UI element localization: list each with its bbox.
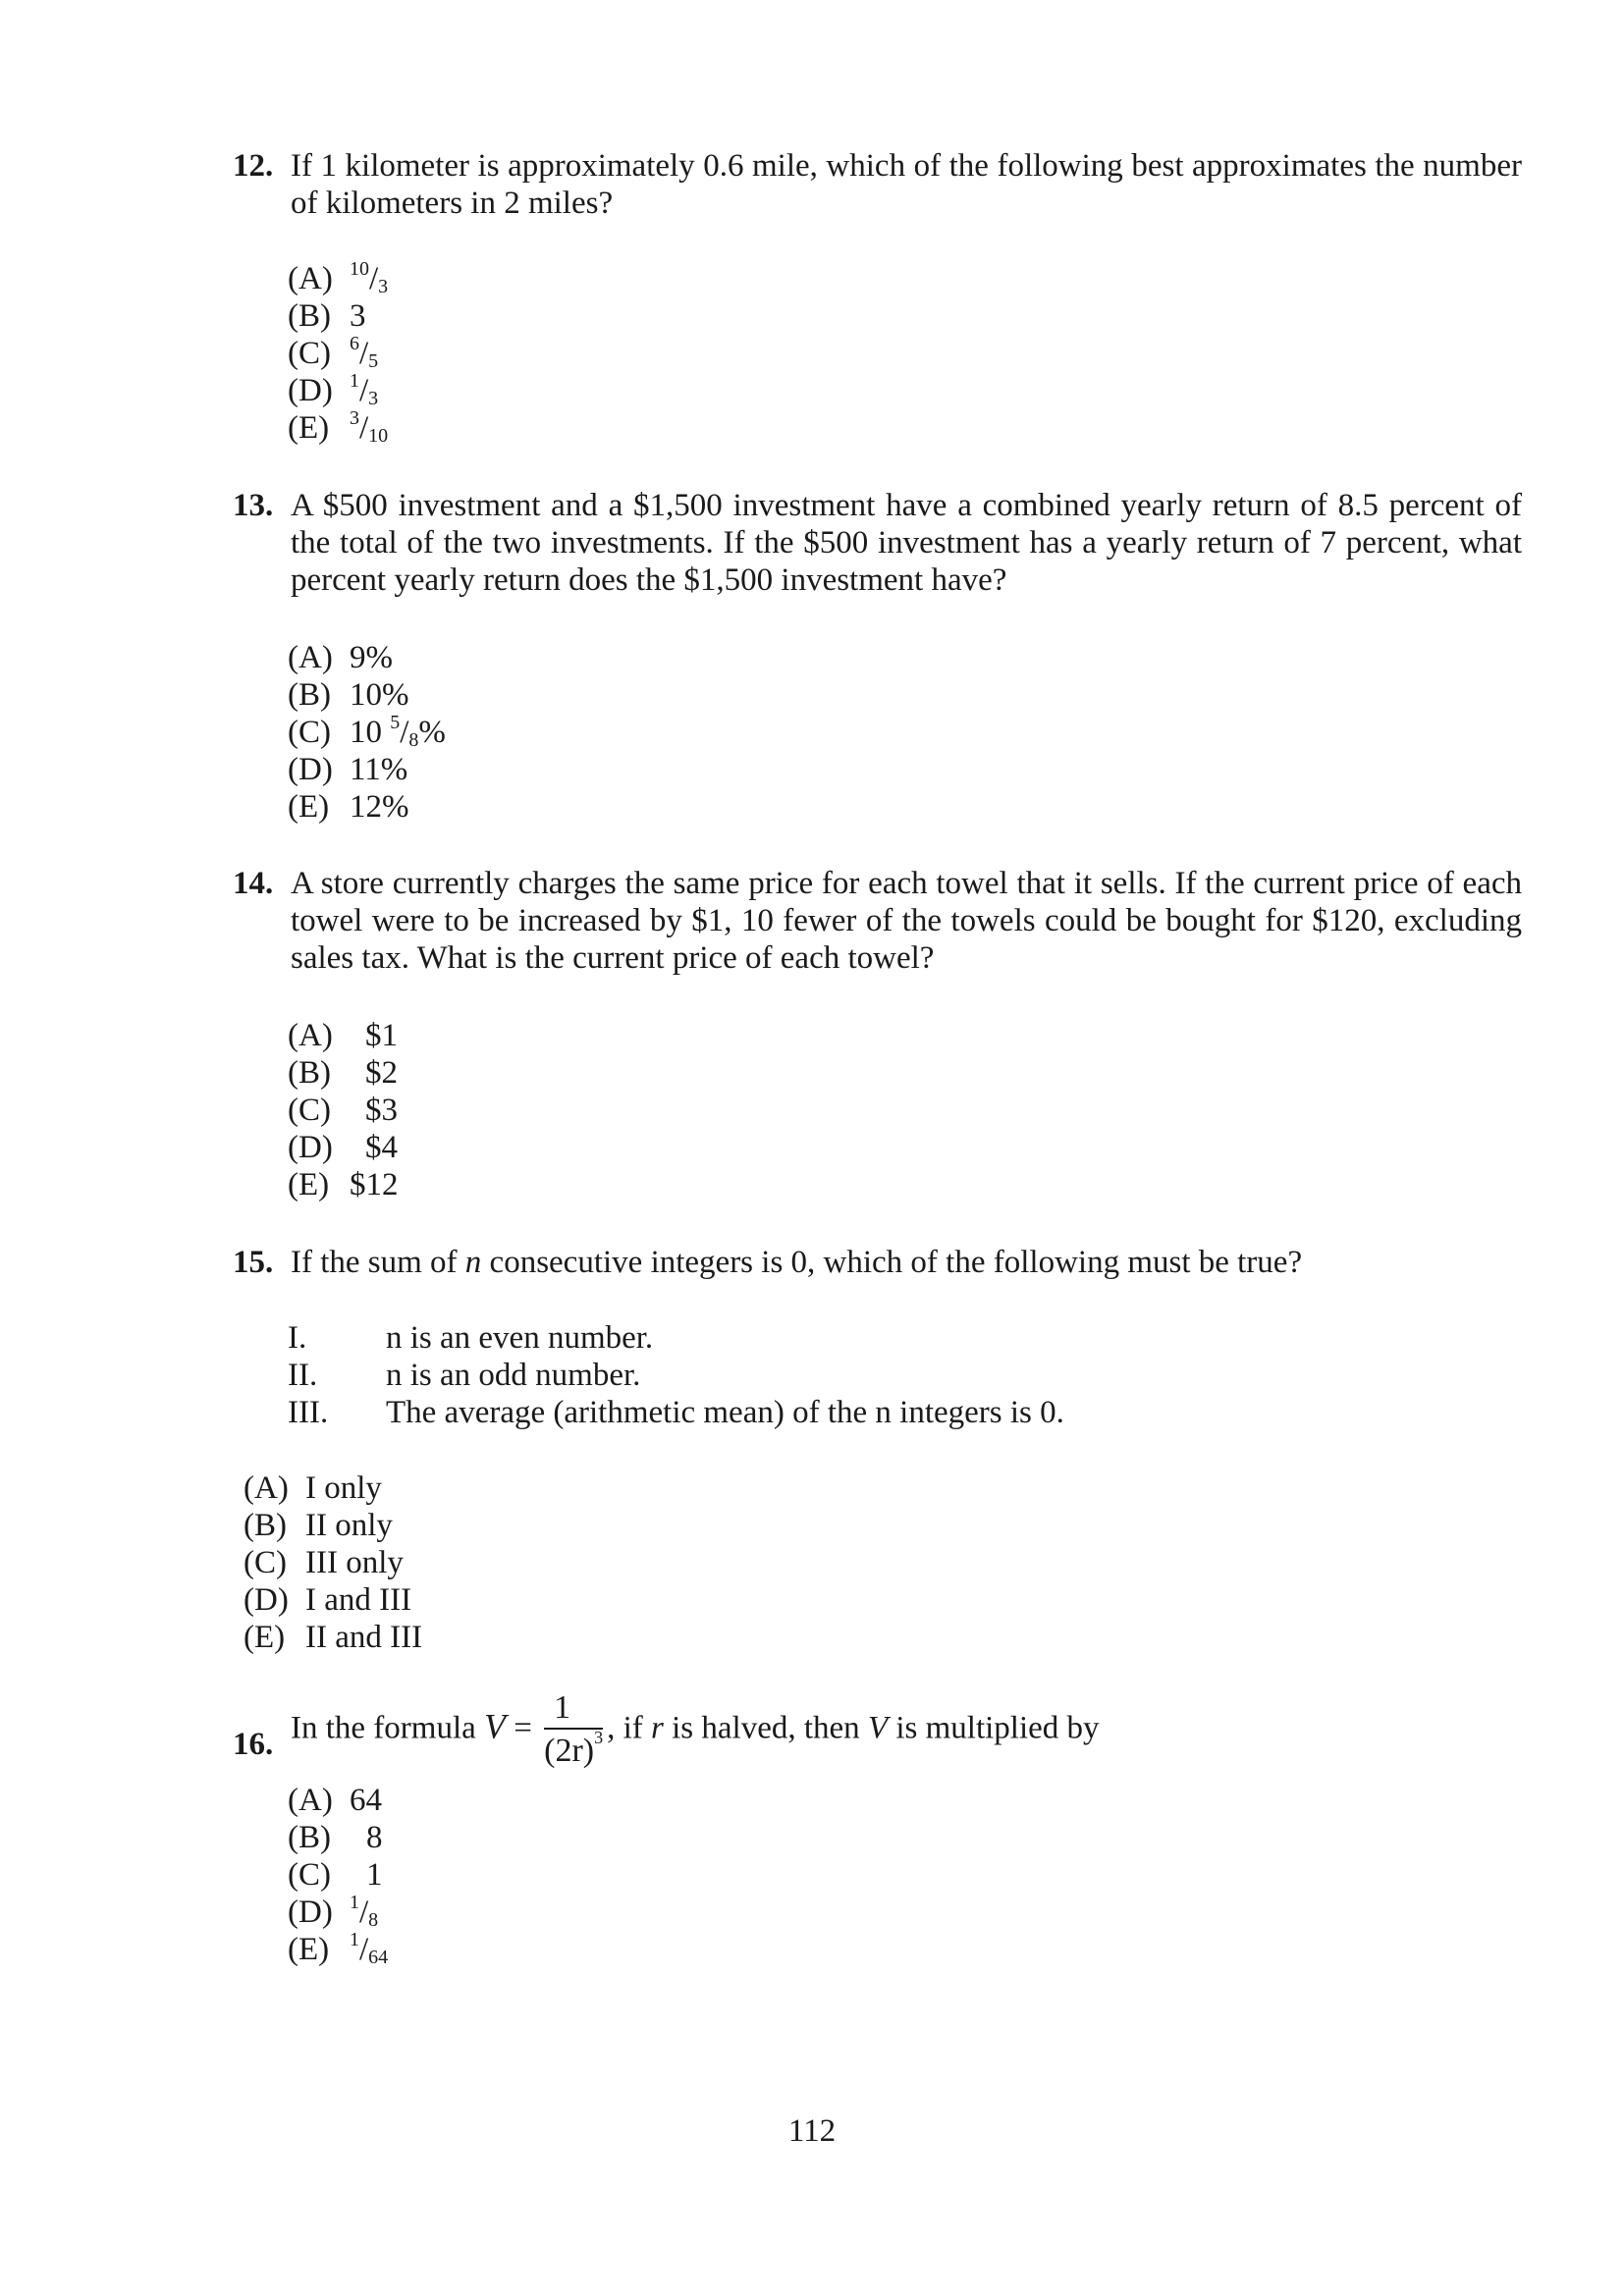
question-number: 16. (233, 1727, 274, 1762)
answer-choice-c: (C) 1 (288, 1857, 383, 1893)
answer-choice-b: (B) $2 (288, 1055, 398, 1091)
question-number: 13. (233, 488, 274, 523)
answer-choice-d: (D) 11% (288, 752, 408, 787)
answer-choice-a: (A) $1 (288, 1018, 398, 1053)
page-number: 112 (787, 2113, 837, 2149)
answer-choice-e: (E) 12% (288, 789, 409, 825)
answer-choices-12 (288, 260, 388, 447)
question-13 (233, 487, 1522, 599)
question-16 (233, 1688, 1522, 1773)
answer-choice-d: (D) $^1/_3$ (288, 370, 379, 409)
answer-choice-b: (B) 10% (288, 677, 409, 713)
answer-choice-e: (E) II and III (244, 1620, 423, 1655)
question-text: A store currently charges the same price for each towel that it sells. If the current price of each towel were to be increased by $1, 10 fewer of the towels could be bought for $120, excluding sales tax. What is the current price of each towel? (291, 866, 1522, 976)
answer-choice-e: (E) $^1/_{64}$ (288, 1929, 389, 1968)
answer-choice-a: (A) 9% (288, 640, 393, 675)
question-number: 15. (233, 1245, 274, 1280)
answer-choice-e: (E) $^3/_{10}$ (288, 407, 389, 447)
answer-choice-b: (B) II only (244, 1508, 393, 1543)
answer-choice-c: (C) 10 $^5/_8\%$ (288, 712, 446, 751)
answer-choice-e: (E) $12 (288, 1167, 399, 1202)
answer-choice-d: (D) $4 (288, 1130, 398, 1165)
question-14 (233, 865, 1522, 977)
answer-choices-13 (288, 639, 446, 826)
statement-ii: II. n is an odd number. (288, 1358, 641, 1393)
formula-fraction: $\frac{1}{(2r)^3}$ (544, 1689, 604, 1769)
question-text: If the sum of n consecutive integers is 0, which of the following must be true? (291, 1245, 1303, 1280)
answer-choice-c: (C) $3 (288, 1093, 398, 1128)
roman-statements (288, 1319, 1064, 1431)
formula-lhs: V (484, 1706, 507, 1746)
answer-choice-d: (D) $^1/_8$ (288, 1892, 379, 1931)
question-15 (233, 1244, 1522, 1281)
question-text: In the formula V = $\frac{1}{(2r)^3}$ , if r is halved, then V is multiplied by (291, 1688, 1522, 1773)
answer-choice-a: (A) $^{10}/_3$ (288, 258, 389, 297)
answer-choices-14 (288, 1017, 399, 1203)
answer-choice-d: (D) I and III (244, 1582, 412, 1618)
answer-choice-a: (A) 64 (288, 1783, 382, 1818)
question-number: 12. (233, 148, 274, 184)
statement-iii: III. The average (arithmetic mean) of the n integers is 0. (288, 1395, 1064, 1430)
answer-choice-a: (A) I only (244, 1470, 382, 1506)
answer-choice-c: (C) $^6/_5$ (288, 333, 379, 372)
statement-i: I. n is an even number. (288, 1320, 654, 1356)
answer-choices-15 (244, 1469, 422, 1656)
answer-choices-16 (288, 1782, 388, 1968)
answer-choice-b: (B) 8 (288, 1820, 383, 1855)
answer-choice-c: (C) III only (244, 1545, 404, 1580)
question-text: If 1 kilometer is approximately 0.6 mile, which of the following best approximates the number of kilometers in 2 miles? (291, 148, 1522, 221)
question-number: 14. (233, 866, 274, 901)
answer-choice-b: (B) 3 (288, 298, 366, 334)
question-text: A $500 investment and a $1,500 investment have a combined yearly return of 8.5 percent of the total of the two investments. If the $500 investment has a yearly return of 7 percent, what percent yearly return does the $1,500 investment have? (291, 488, 1522, 598)
question-12 (233, 147, 1522, 222)
